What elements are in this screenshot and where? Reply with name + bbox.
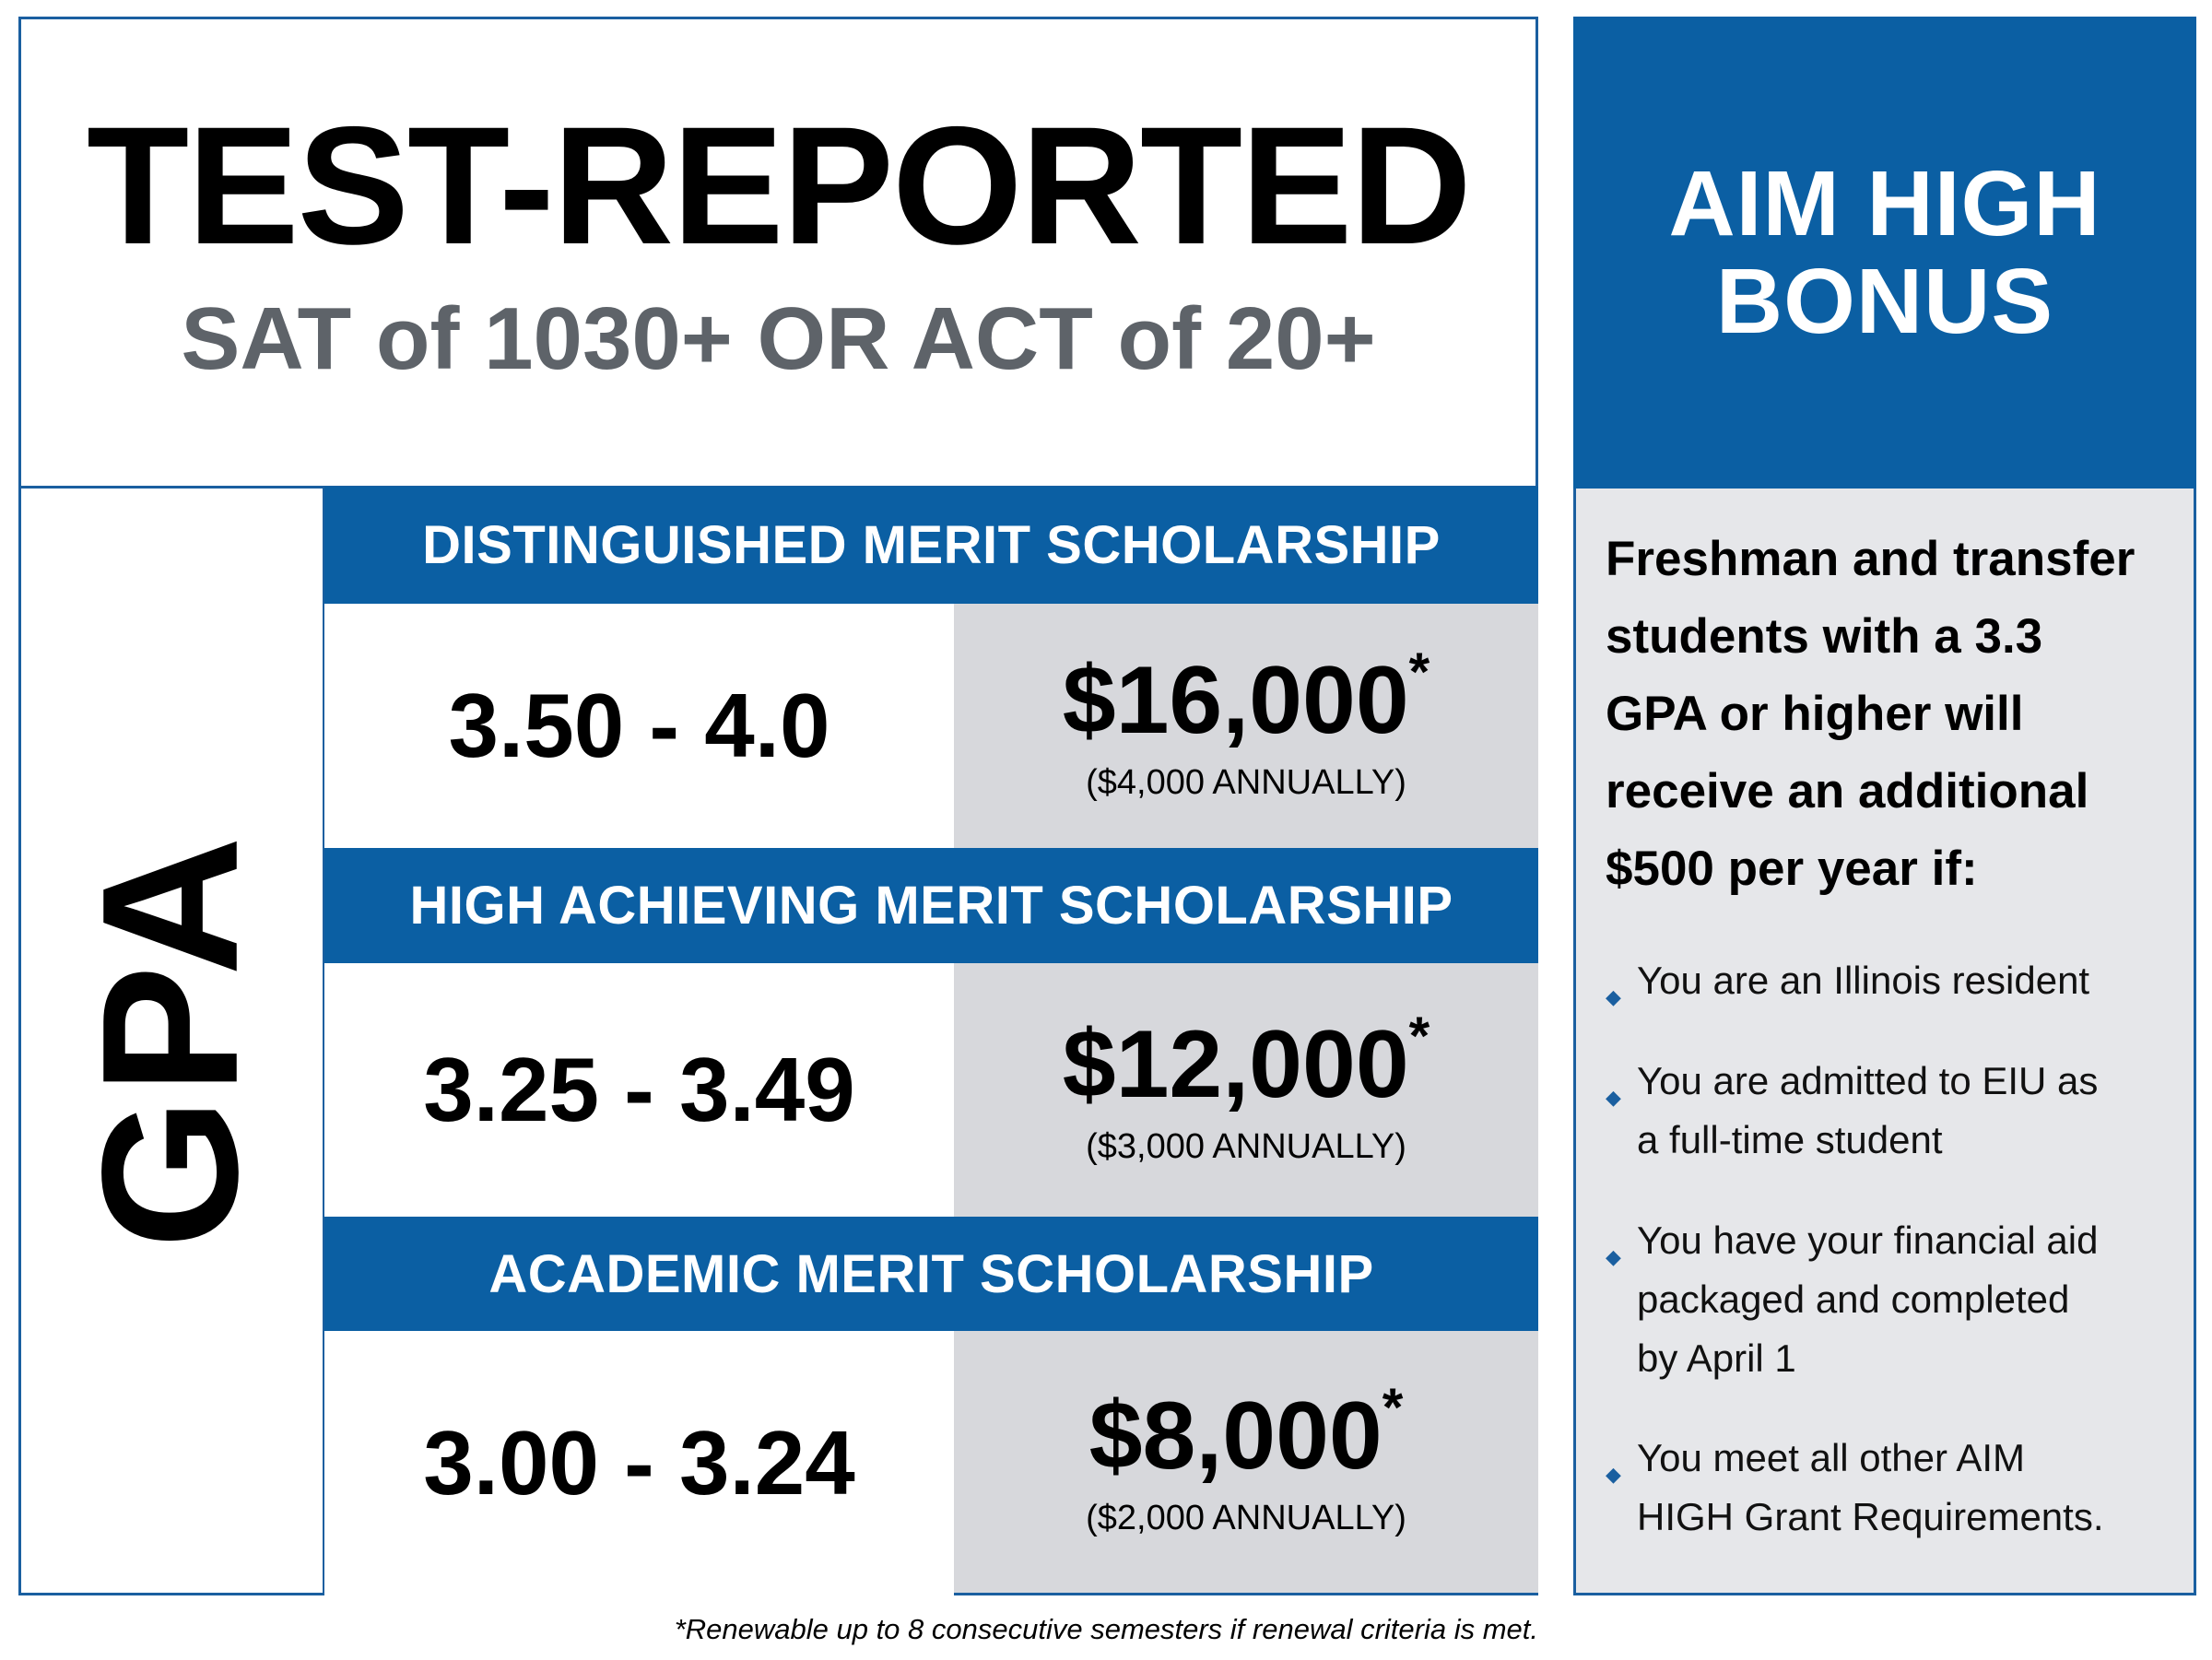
aim-high-intro xyxy=(1606,521,2177,908)
award-amount: $16,000* xyxy=(1062,642,1430,754)
scholarship-band-academic: ACADEMIC MERIT SCHOLARSHIP xyxy=(324,1217,1538,1331)
intro-line: receive an additional xyxy=(1606,764,2089,818)
award-cell-academic xyxy=(954,1331,1538,1593)
diamond-bullet-icon: ◆ xyxy=(1606,985,1621,1008)
scholarship-band-high-achieving: HIGH ACHIEVING MERIT SCHOLARSHIP xyxy=(324,848,1538,963)
requirement-item xyxy=(1606,1429,2186,1547)
award-cell-high-achieving xyxy=(954,963,1538,1217)
requirement-text: You are an Illinois resident xyxy=(1637,959,2090,1002)
page-title: TEST-REPORTED xyxy=(87,91,1470,279)
gpa-range-academic: 3.00 - 3.24 xyxy=(324,1331,954,1595)
annual-amount: ($2,000 ANNUALLY) xyxy=(1086,1499,1406,1537)
scholarship-band-distinguished: DISTINGUISHED MERIT SCHOLARSHIP xyxy=(324,487,1538,604)
award-amount: $12,000* xyxy=(1062,1006,1430,1118)
gpa-range-high-achieving: 3.25 - 3.49 xyxy=(324,963,954,1217)
asterisk-mark: * xyxy=(1408,642,1430,702)
asterisk-mark: * xyxy=(1382,1378,1404,1439)
aim-high-title: AIM HIGH xyxy=(1668,152,2101,255)
annual-amount: ($3,000 ANNUALLY) xyxy=(1086,1126,1406,1166)
gpa-label: GPA xyxy=(62,832,279,1249)
asterisk-mark: * xyxy=(1408,1006,1430,1066)
requirement-text: a full-time student xyxy=(1637,1118,1943,1161)
aim-high-header xyxy=(1573,17,2196,489)
intro-line: GPA or higher will xyxy=(1606,687,2024,741)
intro-line: $500 per year if: xyxy=(1606,842,1978,896)
requirement-item xyxy=(1606,1211,2186,1388)
intro-line: students with a 3.3 xyxy=(1606,609,2043,664)
diamond-bullet-icon: ◆ xyxy=(1606,1463,1621,1486)
renewal-footnote: *Renewable up to 8 consecutive semesters if renewal criteria is met. xyxy=(674,1613,1538,1645)
diamond-bullet-icon: ◆ xyxy=(1606,1086,1621,1109)
requirement-item xyxy=(1606,951,2186,1010)
requirement-item xyxy=(1606,1052,2186,1170)
aim-high-subtitle: BONUS xyxy=(1715,250,2054,353)
requirement-text: You have your financial aid xyxy=(1637,1219,2099,1262)
test-score-subtitle: SAT of 1030+ OR ACT of 20+ xyxy=(181,289,1376,388)
diamond-bullet-icon: ◆ xyxy=(1606,1245,1621,1268)
award-amount: $8,000* xyxy=(1088,1378,1404,1489)
requirement-text: packaged and completed xyxy=(1637,1277,2070,1321)
gpa-column xyxy=(18,486,323,1595)
gpa-range-distinguished: 3.50 - 4.0 xyxy=(324,604,954,848)
intro-line: Freshman and transfer xyxy=(1606,532,2136,586)
annual-amount: ($4,000 ANNUALLY) xyxy=(1086,762,1406,802)
award-cell-distinguished xyxy=(954,604,1538,848)
requirement-text: You are admitted to EIU as xyxy=(1637,1059,2099,1102)
requirement-text: by April 1 xyxy=(1637,1336,1796,1380)
requirement-text: You meet all other AIM xyxy=(1637,1436,2026,1479)
requirement-text: HIGH Grant Requirements. xyxy=(1637,1495,2104,1538)
